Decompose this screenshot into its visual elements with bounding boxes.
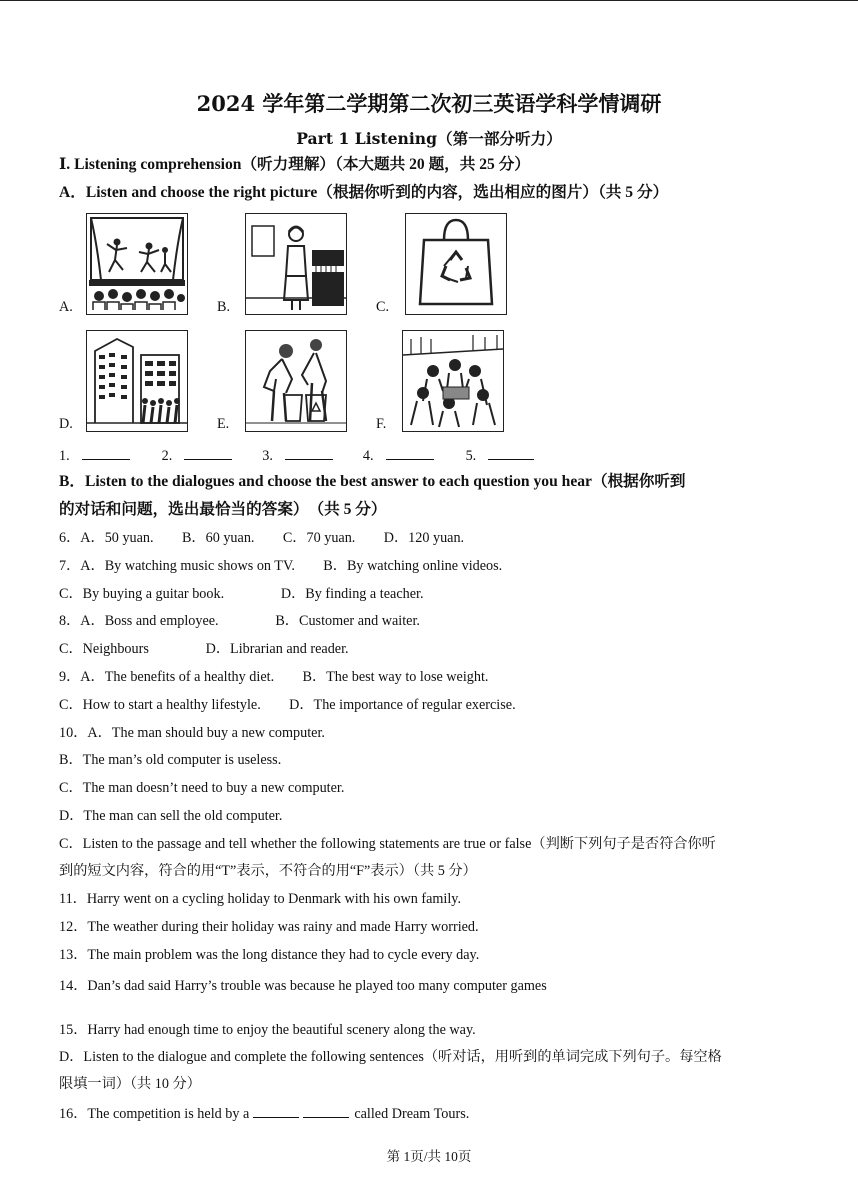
- statement-line: 11．Harry went on a cycling holiday to Denmark with his own family.: [59, 891, 462, 907]
- question-line: D．The man can sell the old computer.: [59, 808, 283, 824]
- statement-line: 15．Harry had enough time to enjoy the beautiful scenery along the way.: [59, 1022, 476, 1038]
- question-16-end: called Dream Tours.: [354, 1106, 470, 1122]
- question-line: 7．A．By watching music shows on TV. B．By watching online videos.: [59, 558, 503, 574]
- question-line: 8．A．Boss and employee. B．Customer and waiter.: [59, 613, 420, 629]
- question-line: B．The man’s old computer is useless.: [59, 752, 282, 768]
- picture-label-c: C.: [376, 299, 390, 315]
- question-line: C．How to start a healthy lifestyle. D．The importance of regular exercise.: [59, 697, 516, 713]
- section-d-heading: D．Listen to the dialogue and complete the following sentences（听对话，用听到的单词完成下列句子。每空格: [59, 1049, 722, 1065]
- city-buildings-picture: [86, 330, 188, 432]
- answer-blank[interactable]: [253, 1104, 299, 1118]
- people-chess-picture: [402, 330, 504, 432]
- picture-label-a: A.: [59, 299, 73, 315]
- answer-blank[interactable]: [285, 446, 333, 460]
- picture-label-b: B.: [217, 299, 231, 315]
- recycle-bag-picture: [405, 213, 507, 315]
- statement-line: 13．The main problem was the long distance they had to cycle every day.: [59, 947, 480, 963]
- answer-blank[interactable]: [184, 446, 232, 460]
- question-line: C．By buying a guitar book. D．By finding a teacher.: [59, 586, 424, 602]
- section-c-heading-cont: 到的短文内容，符合的用“T”表示，不符合的用“F”表示）（共 5 分）: [59, 863, 477, 879]
- people-recycling-picture: [245, 330, 347, 432]
- answer-number: 4.: [362, 448, 374, 464]
- section-a-heading: A．Listen and choose the right picture（根据你听到的内容，选出相应的图片）（共 5 分）: [59, 184, 669, 201]
- answer-number: 5.: [465, 448, 477, 464]
- answer-number: 1.: [59, 448, 70, 464]
- answer-blank[interactable]: [303, 1104, 349, 1118]
- statement-line: 14．Dan’s dad said Harry’s trouble was because he played too many computer games: [59, 978, 547, 994]
- answer-number: 2.: [161, 448, 173, 464]
- section-b-heading-cont: 的对话和问题，选出最恰当的答案） （共 5 分）: [59, 501, 387, 518]
- picture-label-d: D.: [59, 416, 73, 432]
- answer-blank[interactable]: [386, 446, 434, 460]
- question-line: 9．A．The benefits of a healthy diet. B．The best way to lose weight.: [59, 669, 489, 685]
- question-16-start: 16．The competition is held by a: [59, 1106, 250, 1122]
- woman-piano-picture: [245, 213, 347, 315]
- question-line: 6．A．50 yuan. B．60 yuan. C．70 yuan. D．120 yuan.: [59, 530, 465, 546]
- section-b-heading: B．Listen to the dialogues and choose the best answer to each question you hear（根据你听到: [59, 473, 686, 490]
- picture-label-f: F.: [376, 416, 387, 432]
- answer-blank[interactable]: [82, 446, 130, 460]
- page-footer: 第 1页/共 10页: [386, 1149, 472, 1164]
- section-heading: Ⅰ. Listening comprehension（听力理解）（本大题共 20 题，共 25 分）: [59, 156, 530, 173]
- page-title: 2024 学年第二学期第二次初三英语学科学情调研: [196, 91, 662, 116]
- stage-dancers-picture: [86, 213, 188, 315]
- page-top-border: [0, 0, 858, 1]
- picture-label-e: E.: [217, 416, 230, 432]
- question-line: C．Neighbours D．Librarian and reader.: [59, 641, 349, 657]
- answer-blanks-row: [59, 446, 534, 465]
- section-c-heading: C．Listen to the passage and tell whether the following statements are true or false（判断下列句子是否符合你听: [59, 836, 716, 852]
- part-heading: Part 1 Listening（第一部分听力）: [296, 129, 562, 148]
- section-d-heading-cont: 限填一词）（共 10 分）: [59, 1076, 201, 1092]
- question-line: C．The man doesn’t need to buy a new computer.: [59, 780, 345, 796]
- statement-line: 12．The weather during their holiday was rainy and made Harry worried.: [59, 919, 479, 935]
- answer-number: 3.: [262, 448, 273, 464]
- answer-blank[interactable]: [488, 446, 534, 460]
- question-16: [59, 1104, 469, 1123]
- question-line: 10．A．The man should buy a new computer.: [59, 725, 325, 741]
